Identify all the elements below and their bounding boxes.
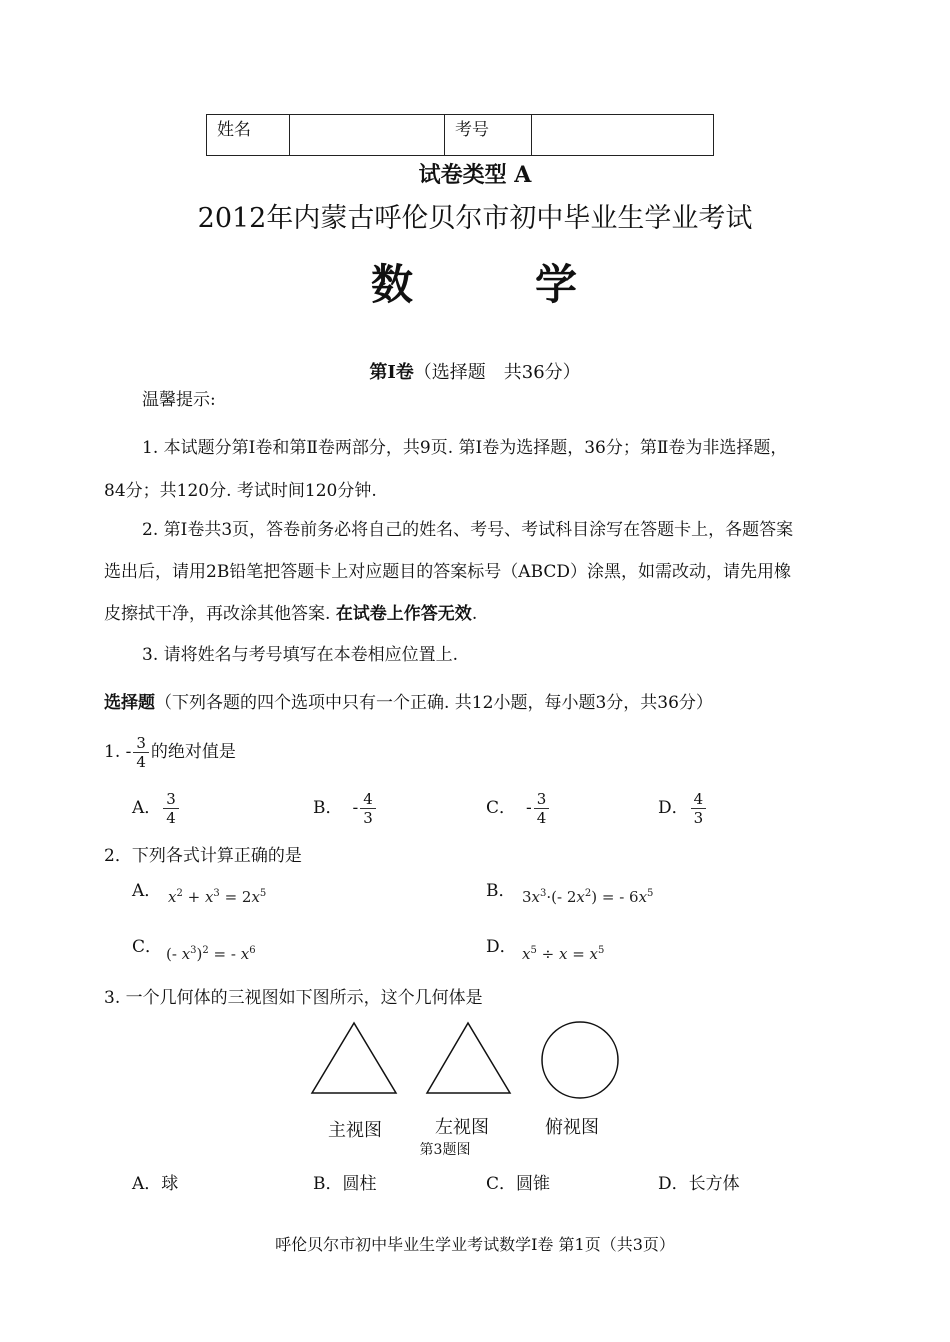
- q2-option-c-formula: (- $x^3)^2$ = - $x^6$: [166, 945, 256, 963]
- q1-c-fraction: $\frac{3}{4}$: [534, 790, 550, 827]
- choice-intro-bold: 选择题: [104, 693, 155, 713]
- question-1-stem: [104, 734, 854, 771]
- q1-a-fraction: $\frac{3}{4}$: [163, 790, 179, 827]
- candidate-info-table: [206, 114, 714, 156]
- question-3-stem: 3. 一个几何体的三视图如下图所示，这个几何体是: [104, 988, 483, 1008]
- exam-title: 2012年内蒙古呼伦贝尔市初中毕业生学业考试: [197, 203, 753, 234]
- subject-title: [0, 252, 950, 312]
- q2-option-d-formula: $x^5 \div x = x^5$: [522, 945, 605, 963]
- top-view-circle: [542, 1022, 618, 1098]
- section-heading: [0, 358, 950, 384]
- side-view-label: 左视图: [435, 1117, 489, 1138]
- tip-2-line-3: [104, 604, 854, 625]
- q2-option-d-label: D．: [486, 937, 517, 957]
- id-label: 考号: [445, 115, 532, 156]
- q2-option-a-formula: $x^2 + x^3 = 2x^5$: [168, 888, 267, 906]
- q1-option-c: C． - $\frac{3}{4}$: [486, 790, 551, 827]
- paper-type: 试卷类型 A: [418, 162, 532, 188]
- tip-3: 3. 请将姓名与考号填写在本卷相应位置上.: [142, 645, 459, 665]
- name-field[interactable]: [290, 115, 445, 156]
- q3-option-b: B．圆柱: [313, 1174, 377, 1194]
- q1-option-b: B． - $\frac{4}{3}$: [313, 790, 378, 827]
- page-footer: 呼伦贝尔市初中毕业生学业考试数学Ⅰ卷 第1页（共3页）: [275, 1235, 675, 1254]
- q3-option-d: D．长方体: [658, 1174, 740, 1194]
- tip-2-line-3-c: .: [471, 604, 478, 624]
- q2-option-a-label: A．: [132, 881, 162, 901]
- section-heading-bold: 第Ⅰ卷: [369, 362, 414, 383]
- three-views-figure: [300, 1015, 630, 1100]
- q1-option-a: A． $\frac{3}{4}$: [132, 790, 181, 827]
- q1-option-d: D． $\frac{4}{3}$: [658, 790, 708, 827]
- question-2-stem: 2．下列各式计算正确的是: [104, 846, 302, 866]
- q1-suffix: 的绝对值是: [150, 742, 236, 762]
- q2-option-b-label: B．: [486, 881, 516, 901]
- tips-label: 温馨提示:: [142, 390, 216, 410]
- choice-intro: [104, 693, 854, 714]
- choice-intro-rest: （下列各题的四个选项中只有一个正确. 共12小题，每小题3分，共36分）: [155, 693, 713, 713]
- q1-fraction: $\frac{3}{4}$: [133, 734, 149, 771]
- tip-2-line-2: 选出后，请用2B铅笔把答题卡上对应题目的答案标号（ABCD）涂黑，如需改动，请先用橡: [104, 562, 792, 582]
- q1-b-fraction: $\frac{4}{3}$: [360, 790, 376, 827]
- front-view-label: 主视图: [328, 1120, 382, 1141]
- tip-2-warning: 在试卷上作答无效: [335, 604, 472, 624]
- subject-char-1: 数: [370, 260, 415, 309]
- name-label: 姓名: [207, 115, 290, 156]
- top-view-label: 俯视图: [545, 1117, 599, 1138]
- subject-char-2: 学: [535, 260, 580, 309]
- q3-option-c: C．圆锥: [486, 1174, 551, 1194]
- tip-2-line-1: 2. 第Ⅰ卷共3页，答卷前务必将自己的姓名、考号、考试科目涂写在答题卡上，各题答案: [142, 520, 794, 540]
- q1-prefix: 1. -: [104, 742, 132, 762]
- q3-option-a: A．球: [132, 1174, 179, 1194]
- section-heading-rest: （选择题 共36分）: [413, 362, 581, 383]
- side-view-triangle: [427, 1023, 510, 1093]
- figure-caption: 第3题图: [419, 1142, 471, 1158]
- front-view-triangle: [312, 1023, 396, 1093]
- tip-1-line-1: 1. 本试题分第Ⅰ卷和第Ⅱ卷两部分，共9页. 第Ⅰ卷为选择题，36分；第Ⅱ卷为非选择题，: [142, 438, 788, 458]
- q2-option-b-formula: $3x^3\cdot(-$ $2x^2$) = - $6x^5$: [522, 888, 654, 906]
- q1-d-fraction: $\frac{4}{3}$: [691, 790, 707, 827]
- tip-2-line-3-a: 皮擦拭干净，再改涂其他答案.: [104, 604, 336, 624]
- tip-1-line-2: 84分；共120分. 考试时间120分钟.: [104, 481, 377, 501]
- id-field[interactable]: [532, 115, 714, 156]
- q2-option-c-label: C．: [132, 937, 163, 957]
